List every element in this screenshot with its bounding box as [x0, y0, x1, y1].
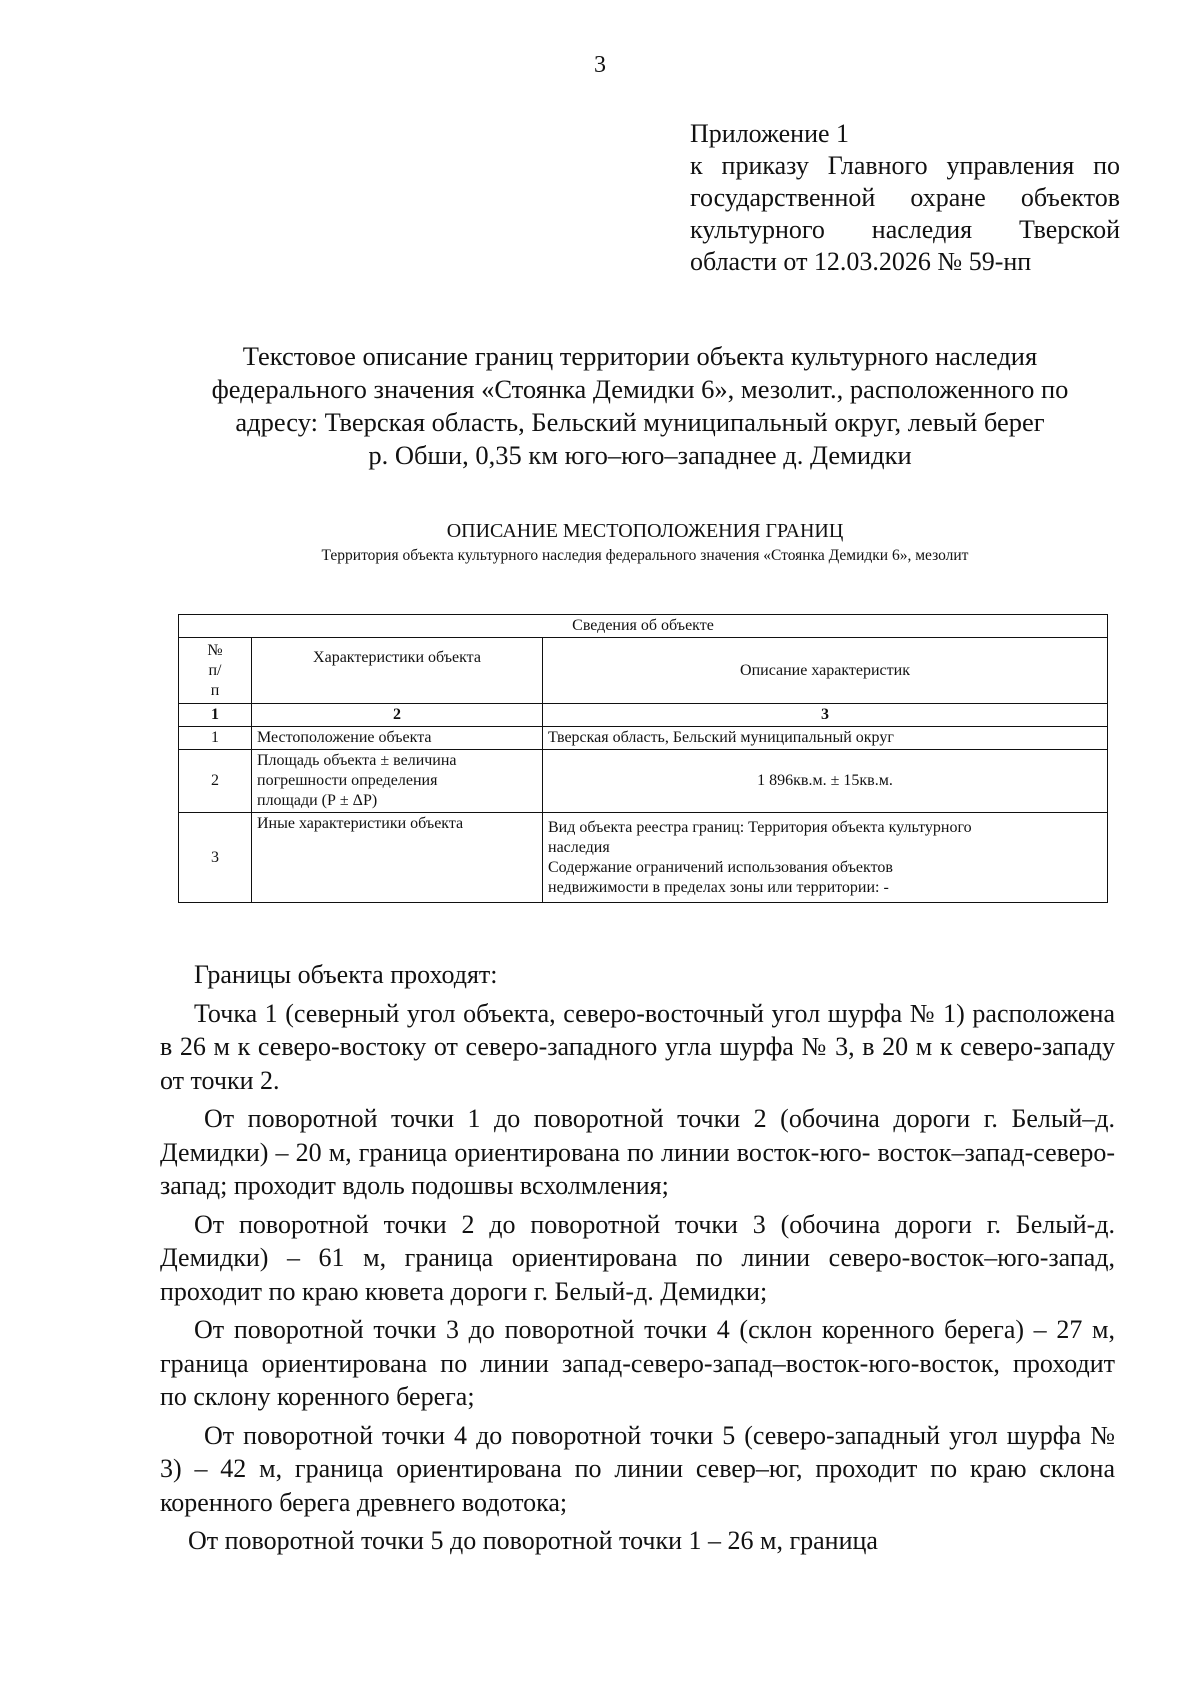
table-caption-row	[179, 615, 1108, 638]
row-description-line: недвижимости в пределах зоны или территории: -	[548, 878, 889, 896]
section-title: ОПИСАНИЕ МЕСТОПОЛОЖЕНИЯ ГРАНИЦ	[446, 520, 844, 542]
object-info-table	[178, 614, 1108, 903]
row-characteristic: Иные характеристики объекта	[252, 813, 543, 903]
row-number: 1	[179, 727, 252, 750]
document-title	[170, 340, 1110, 472]
section-subtitle: Территория объекта культурного наследия федерального значения «Стоянка Демидки 6», мезолит	[321, 547, 969, 564]
header-number	[179, 638, 252, 704]
boundary-paragraph: От поворотной точки 4 до поворотной точки 5 (северо-западный угол шурфа № 3) – 42 м, граница ориентирована по линии север–юг, проходит по краю склона коренного берега древнего водотока;	[160, 1420, 1115, 1517]
table-header-row	[179, 638, 1108, 704]
header-characteristics: Характеристики объекта	[252, 638, 543, 704]
page-number: 3	[594, 52, 606, 78]
table-caption: Сведения об объекте	[179, 615, 1108, 638]
boundary-paragraph: Точка 1 (северный угол объекта, северо-восточный угол шурфа № 1) расположена в 26 м к северо-востоку от северо-западного угла шурфа № 3, в 20 м к северо-западу от точки 2.	[160, 998, 1115, 1095]
document-title-line: Текстовое описание границ территории объекта культурного наследия	[242, 341, 1038, 371]
column-number: 2	[252, 704, 543, 727]
table-row	[179, 750, 1108, 813]
row-description-line: Вид объекта реестра границ: Территория объекта культурного	[548, 818, 972, 836]
column-number: 1	[179, 704, 252, 727]
header-number-line: п/	[208, 661, 222, 679]
row-characteristic-line: погрешности определения	[257, 772, 438, 789]
table-row	[179, 727, 1108, 750]
row-characteristic: Местоположение объекта	[252, 727, 543, 750]
boundary-paragraph: От поворотной точки 5 до поворотной точки 1 – 26 м, граница	[188, 1526, 878, 1555]
header-description: Описание характеристик	[543, 638, 1108, 704]
row-characteristic-line: площади (Р ± ΔР)	[257, 792, 378, 809]
row-description	[543, 813, 1108, 903]
table-row	[179, 813, 1108, 903]
document-title-line: р. Обши, 0,35 км юго–юго–западнее д. Демидки	[368, 440, 912, 470]
appendix-title: Приложение 1	[690, 119, 850, 148]
column-number-row	[179, 704, 1108, 727]
boundary-intro: Границы объекта проходят:	[194, 960, 498, 989]
header-number-line: №	[207, 641, 223, 659]
row-description: Тверская область, Бельский муниципальный округ	[543, 727, 1108, 750]
appendix-text: к приказу Главного управления по государственной охране объектов культурного наследия Тверской области от 12.03.2026 № 59-нп	[690, 151, 1120, 276]
header-number-line: п	[210, 681, 220, 699]
row-number: 2	[179, 750, 252, 813]
document-title-line: федерального значения «Стоянка Демидки 6», мезолит., расположенного по	[211, 374, 1069, 404]
row-characteristic-line: Площадь объекта ± величина	[257, 752, 457, 769]
column-number: 3	[543, 704, 1108, 727]
row-description-line: Содержание ограничений использования объектов	[548, 858, 893, 876]
row-characteristic	[252, 750, 543, 813]
boundary-paragraph: От поворотной точки 3 до поворотной точки 4 (склон коренного берега) – 27 м, граница ориентирована по линии запад-северо-запад–восток-юго-восток, проходит по склону коренного берега;	[160, 1315, 1115, 1411]
row-number: 3	[179, 813, 252, 903]
row-description-line: наследия	[548, 838, 610, 856]
boundary-description	[160, 958, 1115, 1558]
appendix-block	[690, 118, 1120, 278]
document-title-line: адресу: Тверская область, Бельский муниципальный округ, левый берег	[235, 407, 1045, 437]
boundary-paragraph: От поворотной точки 2 до поворотной точки 3 (обочина дороги г. Белый-д. Демидки) – 61 м, граница ориентирована по линии северо-восток–юго-запад, проходит по краю кювета дороги г. Белый-д. Демидки;	[160, 1209, 1115, 1306]
row-description: 1 896кв.м. ± 15кв.м.	[543, 750, 1108, 813]
boundary-paragraph: От поворотной точки 1 до поворотной точки 2 (обочина дороги г. Белый–д. Демидки) – 20 м, граница ориентирована по линии восток-юго- восток–запад-северо-запад; проходит вдоль подошвы всхолмления;	[160, 1104, 1115, 1200]
